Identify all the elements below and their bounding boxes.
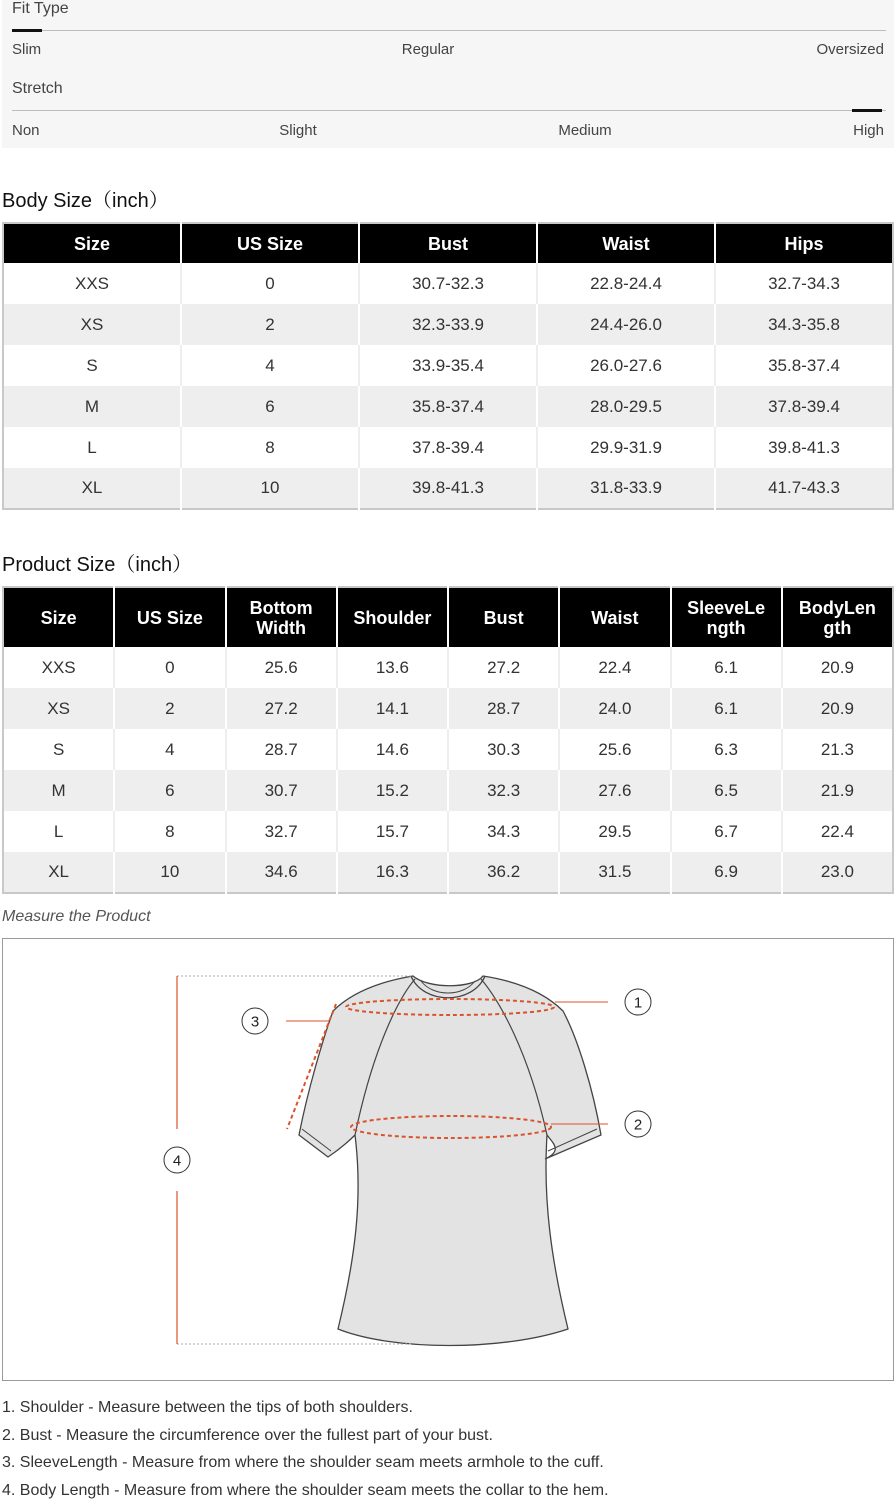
table-cell: 37.8-39.4 (359, 427, 537, 468)
marker-4 (164, 1147, 190, 1173)
column-header-line: SleeveLe (687, 597, 766, 618)
fit-option-oversized: Oversized (816, 41, 884, 58)
table-cell: 2 (114, 688, 225, 729)
table-cell: 8 (181, 427, 359, 468)
table-cell: 29.5 (559, 811, 670, 852)
table-cell: XXS (3, 647, 114, 688)
table-row (3, 729, 893, 770)
table-cell: 31.5 (559, 852, 670, 893)
column-header-line: Size (40, 607, 77, 628)
table-cell: M (3, 770, 114, 811)
table-cell: 21.9 (782, 770, 893, 811)
fit-type-track (12, 30, 886, 31)
column-header: US Size (181, 223, 359, 263)
column-header-line: gth (823, 617, 852, 638)
table-cell: 39.8-41.3 (715, 427, 893, 468)
stretch-track (12, 110, 886, 111)
table-cell: 36.2 (448, 852, 559, 893)
note-bust: 2. Bust - Measure the circumference over the fullest part of your bust. (2, 1426, 493, 1444)
table-cell: XS (3, 688, 114, 729)
table-cell: XXS (3, 263, 181, 304)
table-cell: 2 (181, 304, 359, 345)
table-cell: 22.8-24.4 (537, 263, 715, 304)
fit-option-regular: Regular (401, 41, 455, 58)
table-cell: L (3, 811, 114, 852)
table-cell: 10 (181, 468, 359, 509)
column-header (671, 587, 782, 647)
table-cell: 27.2 (448, 647, 559, 688)
tshirt-outline (299, 976, 601, 1346)
table-cell: XS (3, 304, 181, 345)
table-cell: S (3, 729, 114, 770)
column-header-line: ngth (706, 617, 746, 638)
column-header: Size (3, 223, 181, 263)
note-body-length: 4. Body Length - Measure from where the shoulder seam meets the collar to the hem. (2, 1481, 609, 1499)
table-cell: 32.7 (226, 811, 337, 852)
table-cell: 14.6 (337, 729, 448, 770)
table-cell: 13.6 (337, 647, 448, 688)
table-cell: 32.3 (448, 770, 559, 811)
table-cell: 32.3-33.9 (359, 304, 537, 345)
table-cell: 27.6 (559, 770, 670, 811)
marker-2-label: 2 (633, 1116, 643, 1134)
table-cell: 34.3-35.8 (715, 304, 893, 345)
column-header-line: Bust (483, 607, 524, 628)
table-cell: 8 (114, 811, 225, 852)
table-cell: 26.0-27.6 (537, 345, 715, 386)
table-cell: 41.7-43.3 (715, 468, 893, 509)
table-cell: 6.3 (671, 729, 782, 770)
marker-1 (625, 989, 651, 1015)
measure-caption: Measure the Product (2, 908, 151, 925)
table-cell: 22.4 (559, 647, 670, 688)
marker-4-label: 4 (172, 1152, 182, 1170)
table-cell: 4 (114, 729, 225, 770)
table-cell: 30.3 (448, 729, 559, 770)
stretch-option-high: High (853, 122, 884, 139)
note-shoulder: 1. Shoulder - Measure between the tips of both shoulders. (2, 1399, 413, 1416)
table-cell: 34.3 (448, 811, 559, 852)
table-row (3, 304, 893, 345)
stretch-option-non: Non (12, 122, 40, 139)
table-cell: 28.7 (226, 729, 337, 770)
table-row (3, 386, 893, 427)
table-cell: 28.7 (448, 688, 559, 729)
stretch-option-slight: Slight (279, 122, 317, 139)
column-header (448, 587, 559, 647)
column-header-line: US Size (136, 607, 203, 628)
table-cell: 30.7 (226, 770, 337, 811)
table-cell: 21.3 (782, 729, 893, 770)
column-header (114, 587, 225, 647)
product-size-title: Product Size（inch） (2, 554, 193, 576)
stretch-option-medium: Medium (558, 122, 612, 139)
column-header (559, 587, 670, 647)
fit-type-label: Fit Type (12, 0, 69, 17)
table-header-row (3, 223, 893, 263)
table-cell: 15.7 (337, 811, 448, 852)
table-cell: 10 (114, 852, 225, 893)
note-sleeve-length: 3. SleeveLength - Measure from where the shoulder seam meets armhole to the cuff. (2, 1454, 604, 1471)
table-cell: 39.8-41.3 (359, 468, 537, 509)
table-cell: 20.9 (782, 647, 893, 688)
table-cell: 6.9 (671, 852, 782, 893)
table-cell: 24.4-26.0 (537, 304, 715, 345)
table-cell: 4 (181, 345, 359, 386)
marker-3 (242, 1008, 268, 1034)
tshirt-diagram (3, 939, 893, 1380)
table-cell: 6.5 (671, 770, 782, 811)
table-row (3, 647, 893, 688)
table-cell: 25.6 (559, 729, 670, 770)
table-cell: 35.8-37.4 (359, 386, 537, 427)
table-cell: 6.1 (671, 647, 782, 688)
column-header-line: Shoulder (353, 607, 432, 628)
fit-option-slim: Slim (12, 41, 42, 58)
column-header (3, 587, 114, 647)
table-row (3, 770, 893, 811)
column-header: Waist (537, 223, 715, 263)
column-header-line: BodyLen (798, 597, 876, 618)
table-cell: 33.9-35.4 (359, 345, 537, 386)
table-row (3, 345, 893, 386)
column-header: Bust (359, 223, 537, 263)
body-size-table (2, 222, 894, 510)
table-cell: XL (3, 468, 181, 509)
table-cell: XL (3, 852, 114, 893)
table-header-row (3, 587, 893, 647)
measure-notes (2, 1394, 609, 1500)
column-header (337, 587, 448, 647)
table-cell: 20.9 (782, 688, 893, 729)
table-cell: 6.1 (671, 688, 782, 729)
column-header-line: Width (256, 617, 307, 638)
table-row (3, 427, 893, 468)
column-header (782, 587, 893, 647)
table-row (3, 263, 893, 304)
stretch-indicator (852, 109, 882, 112)
table-cell: 25.6 (226, 647, 337, 688)
table-cell: 29.9-31.9 (537, 427, 715, 468)
table-cell: 0 (114, 647, 225, 688)
column-header: Hips (715, 223, 893, 263)
table-cell: 6 (181, 386, 359, 427)
product-size-table (2, 586, 894, 894)
column-header (226, 587, 337, 647)
fit-panel (2, 0, 894, 148)
stretch-label: Stretch (12, 80, 63, 97)
table-cell: S (3, 345, 181, 386)
table-cell: M (3, 386, 181, 427)
body-size-title: Body Size（inch） (2, 190, 169, 212)
table-cell: 22.4 (782, 811, 893, 852)
table-cell: 0 (181, 263, 359, 304)
table-row (3, 811, 893, 852)
table-cell: 23.0 (782, 852, 893, 893)
table-cell: 14.1 (337, 688, 448, 729)
table-cell: 31.8-33.9 (537, 468, 715, 509)
table-cell: 28.0-29.5 (537, 386, 715, 427)
marker-1-label: 1 (633, 994, 643, 1012)
table-cell: 34.6 (226, 852, 337, 893)
table-cell: L (3, 427, 181, 468)
fit-type-indicator (12, 29, 42, 32)
table-row (3, 688, 893, 729)
column-header-line: Bottom (249, 597, 313, 618)
table-row (3, 468, 893, 509)
table-cell: 35.8-37.4 (715, 345, 893, 386)
table-row (3, 852, 893, 893)
table-cell: 6 (114, 770, 225, 811)
table-cell: 15.2 (337, 770, 448, 811)
measure-diagram (2, 938, 894, 1381)
marker-2 (625, 1111, 651, 1137)
table-cell: 6.7 (671, 811, 782, 852)
table-cell: 37.8-39.4 (715, 386, 893, 427)
table-cell: 30.7-32.3 (359, 263, 537, 304)
column-header-line: Waist (591, 607, 639, 628)
marker-3-label: 3 (250, 1013, 260, 1031)
table-cell: 24.0 (559, 688, 670, 729)
table-cell: 16.3 (337, 852, 448, 893)
table-cell: 27.2 (226, 688, 337, 729)
table-cell: 32.7-34.3 (715, 263, 893, 304)
